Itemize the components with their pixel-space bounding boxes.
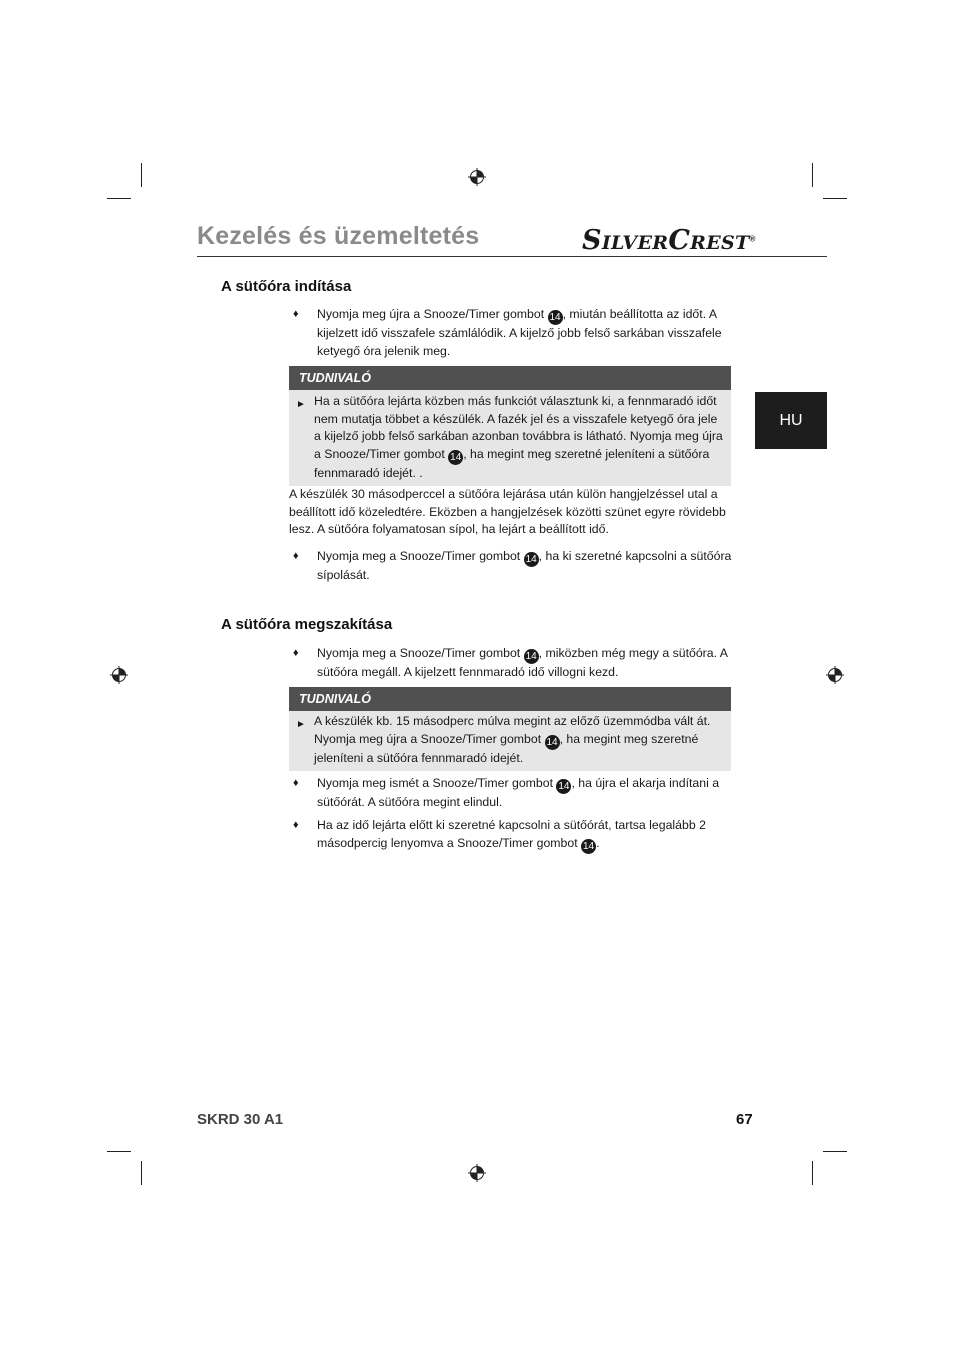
crop-mark [812,163,813,187]
note-box: ► A készülék kb. 15 másodperc múlva megint az előző üzemmódba vált át. Nyomja meg újra a Snooze/Timer gombot 14 , ha megint meg szeretné jeleníteni a sütőóra fennmaradó idejét. [289,711,731,771]
crop-mark [141,1161,142,1185]
body-paragraph: A készülék 30 másodperccel a sütőóra lejárása után külön hangjelzéssel utal a beállított idő közeledtére. Eközben a hangjelzések közötti szünet egyre rövidebb lesz. A sütőóra folyamatosan sípol, ha lejárt a beállított idő. [289,487,726,536]
list-item: ♦ Nyomja meg ismét a Snooze/Timer gombot 14 , ha újra el akarja indítani a sütőórát. A sütőóra megint elindul. [293,776,720,809]
bullet-icon: ♦ [293,550,299,562]
bullet-icon: ♦ [293,308,299,320]
button-number-badge: 14 [549,312,561,323]
registration-mark-icon [826,666,844,684]
section-heading-start: A sütőóra indítása [221,278,352,295]
section-heading-stop: A sütőóra megszakítása [221,616,393,633]
button-number-badge: 14 [450,451,462,463]
button-number-badge: 14 [583,840,595,852]
list-item: ♦ Nyomja meg a Snooze/Timer gombot 14 , ha ki szeretné kapcsolni a sütőóra sípolását. [293,549,732,582]
registration-mark-icon [468,168,486,186]
silvercrest-logo: SILVERCREST® [582,225,756,256]
crop-mark [823,1151,847,1152]
crop-mark [823,198,847,199]
button-number-badge: 14 [525,554,537,565]
language-tab: HU [755,392,827,449]
page-number: 67 [736,1111,753,1128]
arrow-icon: ► [296,399,306,410]
note-box: ► Ha a sütőóra lejárta közben más funkciót választunk ki, a fennmaradó időt nem mutatja többet a készülék. A fazék jel és a visszafele ketyegő óra jele a kijelző jobb felső sarkában azonban továbbra is látható. Nyomja meg újra a Snooze/Timer gombot 14 , ha megint meg szeretné jeleníteni a sütőóra fennmaradó idejét. . [289,390,731,486]
arrow-icon: ► [296,719,306,730]
button-number-badge: 14 [546,736,558,748]
note-header: TUDNIVALÓ [289,366,731,390]
button-number-badge: 14 [558,781,570,792]
registration-mark-icon [468,1164,486,1182]
registration-mark-icon [110,666,128,684]
list-item: ♦ Nyomja meg újra a Snooze/Timer gombot 14 , miután beállította az időt. A kijelzett idő visszafele számlálódik. A kijelző jobb felső sarkában visszafele ketyegő óra jelenik meg. [293,307,722,358]
page-title: Kezelés és üzemeltetés [197,222,480,250]
bullet-icon: ♦ [293,819,299,831]
header-divider [197,256,827,257]
model-number: SKRD 30 A1 [197,1111,284,1128]
button-number-badge: 14 [525,651,537,662]
crop-mark [107,1151,131,1152]
bullet-icon: ♦ [293,777,299,789]
note-header: TUDNIVALÓ [289,687,731,711]
crop-mark [141,163,142,187]
list-item: ♦ Ha az idő lejárta előtt ki szeretné kapcsolni a sütőórát, tartsa legalább 2 másodpercig lenyomva a Snooze/Timer gombot 14 . [293,818,706,852]
list-item: ♦ Nyomja meg a Snooze/Timer gombot 14 , miközben még megy a sütőóra. A sütőóra megáll. A kijelzett fennmaradó idő villogni kezd. [293,646,728,679]
crop-mark [107,198,131,199]
bullet-icon: ♦ [293,647,299,659]
crop-mark [812,1161,813,1185]
